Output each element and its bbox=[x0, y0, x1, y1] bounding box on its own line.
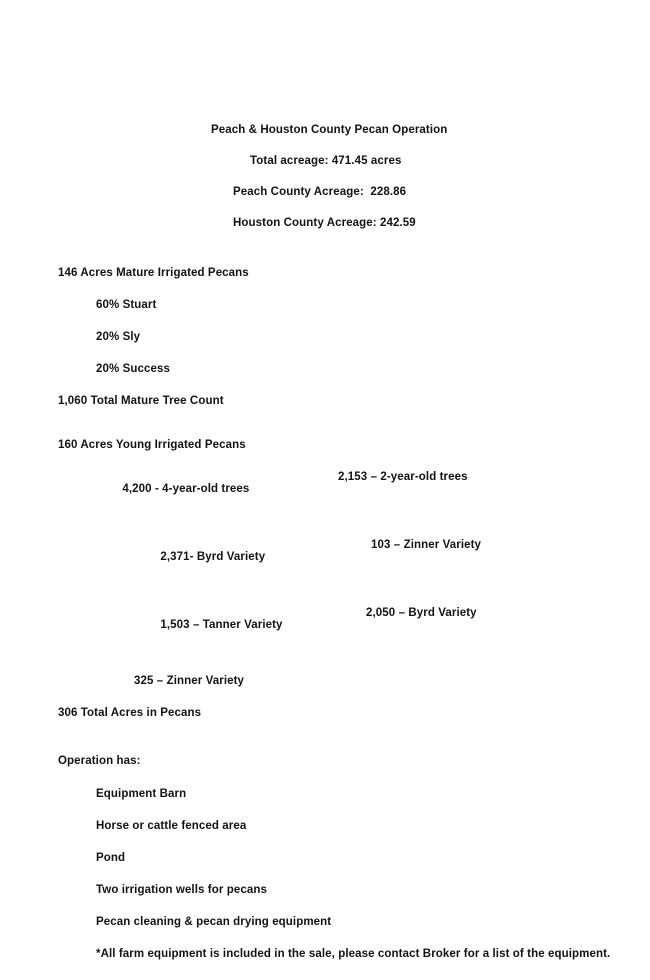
mature-variety-item: 20% Success bbox=[96, 363, 170, 375]
operation-heading: Operation has: bbox=[58, 755, 141, 767]
young-left-variety: 325 – Zinner Variety bbox=[134, 675, 245, 687]
young-columns-heading-row bbox=[0, 471, 650, 519]
operation-item: Pond bbox=[96, 852, 126, 864]
young-left-heading: 4,200 - 4-year-old trees bbox=[122, 483, 250, 495]
operation-item: Two irrigation wells for pecans bbox=[96, 884, 267, 896]
header-block bbox=[0, 124, 650, 229]
mature-pecans-heading: 146 Acres Mature Irrigated Pecans bbox=[58, 267, 249, 279]
young-right-variety: 2,050 – Byrd Variety bbox=[366, 607, 477, 619]
young-right-variety: 103 – Zinner Variety bbox=[371, 539, 482, 551]
document-title: Peach & Houston County Pecan Operation bbox=[211, 124, 448, 136]
young-right-heading: 2,153 – 2-year-old trees bbox=[338, 471, 468, 483]
operation-section bbox=[0, 755, 650, 960]
mature-tree-count: 1,060 Total Mature Tree Count bbox=[58, 395, 224, 407]
young-left-variety: 1,503 – Tanner Variety bbox=[160, 619, 283, 631]
operation-note: *All farm equipment is included in the sale, please contact Broker for a list of the equipment. bbox=[96, 948, 611, 960]
houston-county-acreage-line: Houston County Acreage: 242.59 bbox=[233, 217, 416, 229]
young-total-acres: 306 Total Acres in Pecans bbox=[58, 707, 202, 719]
total-acreage-line: Total acreage: 471.45 acres bbox=[250, 155, 402, 167]
operation-item: Pecan cleaning & pecan drying equipment bbox=[96, 916, 332, 928]
young-variety-row bbox=[0, 539, 650, 587]
mature-variety-item: 60% Stuart bbox=[96, 299, 157, 311]
young-pecans-heading: 160 Acres Young Irrigated Pecans bbox=[58, 439, 246, 451]
young-variety-row bbox=[0, 607, 650, 655]
young-pecans-section bbox=[0, 439, 650, 719]
operation-item: Equipment Barn bbox=[96, 788, 187, 800]
young-left-variety: 2,371- Byrd Variety bbox=[160, 551, 266, 563]
peach-county-acreage-line: Peach County Acreage: 228.86 bbox=[233, 186, 407, 198]
mature-variety-item: 20% Sly bbox=[96, 331, 141, 343]
mature-pecans-section bbox=[0, 267, 650, 407]
operation-item: Horse or cattle fenced area bbox=[96, 820, 247, 832]
